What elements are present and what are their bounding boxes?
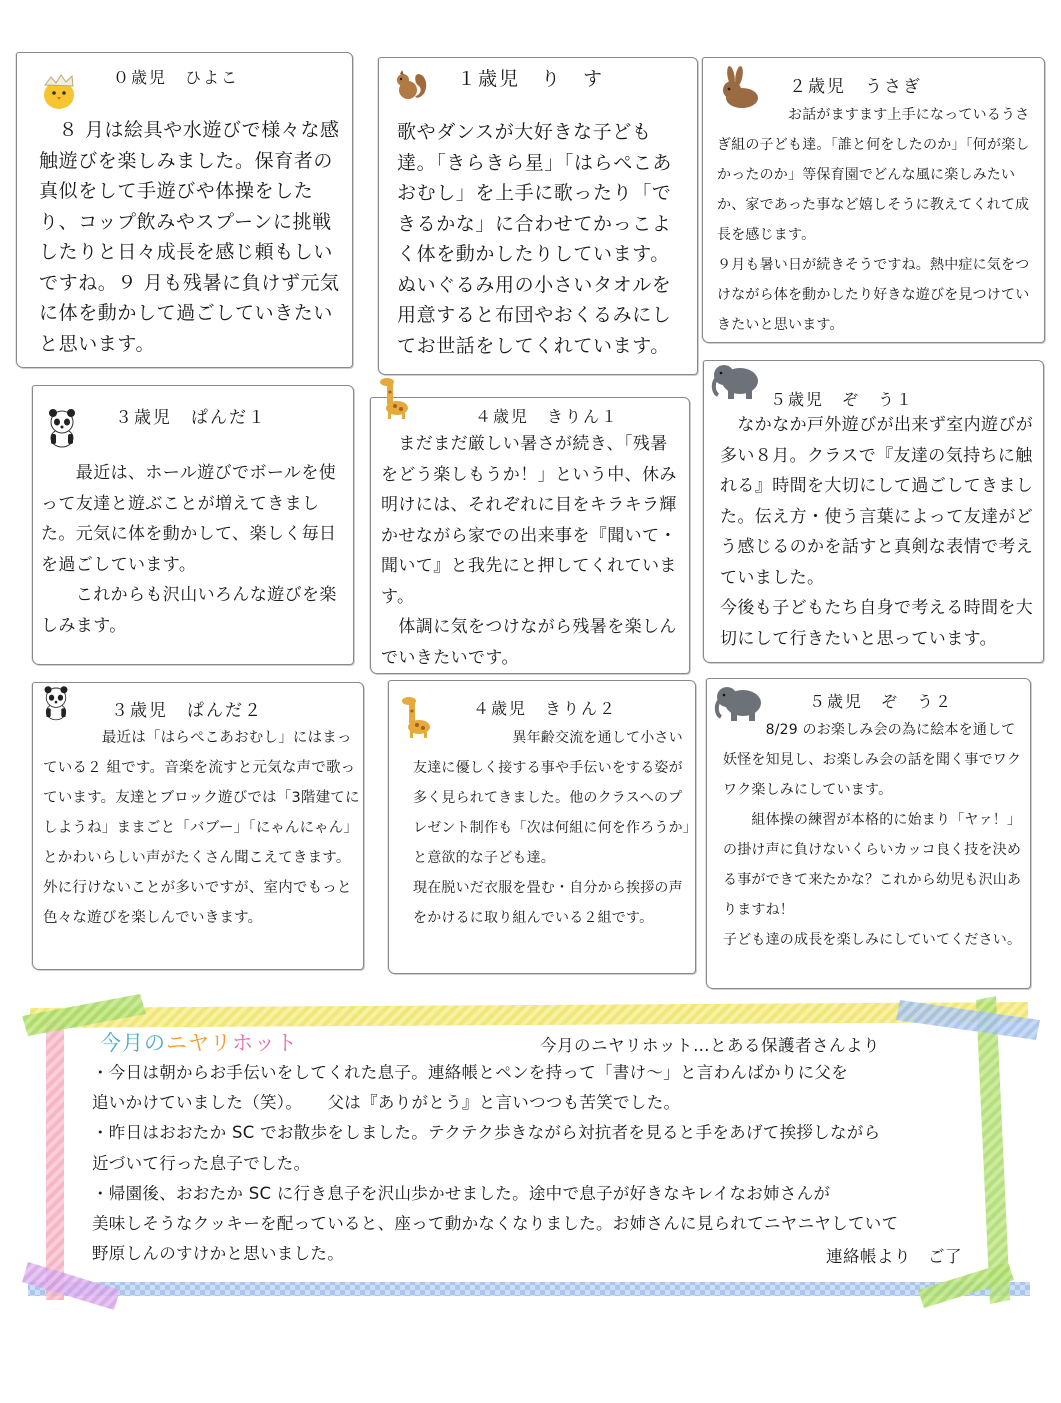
niyari-hot-body: ・今日は朝からお手伝いをしてくれた息子。連絡帳とペンを持って「書け〜」と言わんばかりに父を 追いかけていました（笑）。 父は『ありがとう』と言いつつも苦笑でした。 ・昨日はおおたか SC でお散歩をしました。テクテク歩きながら対抗者を見ると手をあげて挨拶しながら 近づいて行った息子でした。 ・帰園後、おおたか SC に行き息子を沢山歩かせました。途中で息子が好きなキレイなお姉さんが 美味しそうなクッキーを配っていると、座って動かなくなりました。お姉さんに見られてニヤニヤしていて 野原しんのすけかと思いました。 xyxy=(92,1063,899,1264)
card-title: ３歳児 ぱんだ１ xyxy=(115,408,267,428)
card-body: お話がますます上手になっているうさぎ組の子ども達。「誰と何をしたのか」「何が楽しかったのか」等保育園でどんな風に楽しみたいか、家であった事など嬉しそうに教えてくれて成長を感じます。 ９月も暑い日が続きそうですね。熱中症に気をつけながら体を動かしたり好きな遊びを見つけていきたいと思います。 xyxy=(717,107,1030,333)
niyari-hot-title xyxy=(100,1027,298,1057)
card-body: 最近は、ホール遊びでボールを使って友達と遊ぶことが増えてきました。元気に体を動かして、楽しく毎日を過ごしています。 これからも沢山いろんな遊びを楽しみます。 xyxy=(41,463,337,636)
title-part-3: ホット xyxy=(232,1031,298,1055)
card-title: ３歳児 ぱんだ２ xyxy=(111,701,263,721)
title-part-2: ニヤリ xyxy=(166,1031,232,1055)
niyari-hot-subtitle: 今月のニヤリホット…とある保護者さんより xyxy=(540,1036,880,1055)
card-title: ０歳児 ひよこ xyxy=(113,68,240,87)
card-body: なかなか戸外遊びが出来ず室内遊びが多い８月。クラスで『友達の気持ちに触れる』時間を大切にして過ごしてきました。伝え方・使う言葉によって友達がどう感じるのかを話すと真剣な表情で考えていました。 今後も子どもたち自身で考える時間を大切にして行きたいと思っています。 xyxy=(720,415,1034,649)
card-title: ４歳児 きりん１ xyxy=(475,407,620,426)
title-part-1: 今月の xyxy=(100,1031,166,1055)
card-body: 最近は「はらぺこあおむし」にはまっている２ 組です。音楽を流すと元気な声で歌っています。友達とブロック遊びでは「3階建てにしようね」ままごと「バブー」「にゃんにゃん」とかわいらしい声がたくさん聞こえてきます。 外に行けないことが多いですが、室内でもっと色々な遊びを楽しんでいきます。 xyxy=(43,730,360,926)
niyari-hot-signature: 連絡帳より ご了 xyxy=(826,1247,962,1266)
card-title: １歳児 り す xyxy=(457,68,605,90)
card-title: ４歳児 きりん２ xyxy=(473,699,618,718)
card-title: ５歳児 ぞ う２ xyxy=(809,692,954,711)
card-body: 8/29 のお楽しみ会の為に絵本を通して妖怪を知見し、お楽しみ会の話を聞く事でワクワク楽しみにしています。 組体操の練習が本格的に始まり「ヤァ！」の掛け声に負けないくらいカッコ良く技を決める事ができて来たかな？これから幼児も沢山ありますね！ 子ども達の成長を楽しみにしていてください。 xyxy=(723,722,1022,948)
card-title: ５歳児 ぞ う１ xyxy=(770,390,915,409)
card-title: ２歳児 うさぎ xyxy=(789,77,922,97)
card-body: 歌やダンスが大好きな子ども達。「きらきら星」「はらぺこあおむし」を上手に歌ったり「できるかな」に合わせてかっこよく体を動かしたりしています。ぬいぐるみ用の小さいタオルを用意すると布団やおくるみにしてお世話をしてくれています。 xyxy=(397,121,673,357)
card-body: 異年齢交流を通して小さい友達に優しく接する事や手伝いをする姿が多く見られてきました。他のクラスへのプレゼント制作も「次は何組に何を作ろうか」と意欲的な子ども達。 現在脱いだ衣服を畳む・自分から挨拶の声をかけるに取り組んでいる２組です。 xyxy=(413,730,690,926)
card-body: ８ 月は絵具や水遊びで様々な感触遊びを楽しみました。保育者の真似をして手遊びや体操をしたり、コップ飲みやスプーンに挑戦したりと日々成長を感じ頼もしいですね。９ 月も残暑に負けず元気に体を動かして過ごしていきたいと思います。 xyxy=(39,119,340,355)
card-body: まだまだ厳しい暑さが続き、「残暑をどう楽しもうか！」という中、休み明けには、それぞれに目をキラキラ輝かせながら家での出来事を『聞いて・聞いて』と我先にと押してくれています。 体調に気をつけながら残暑を楽しんでいきたいです。 xyxy=(381,434,677,668)
